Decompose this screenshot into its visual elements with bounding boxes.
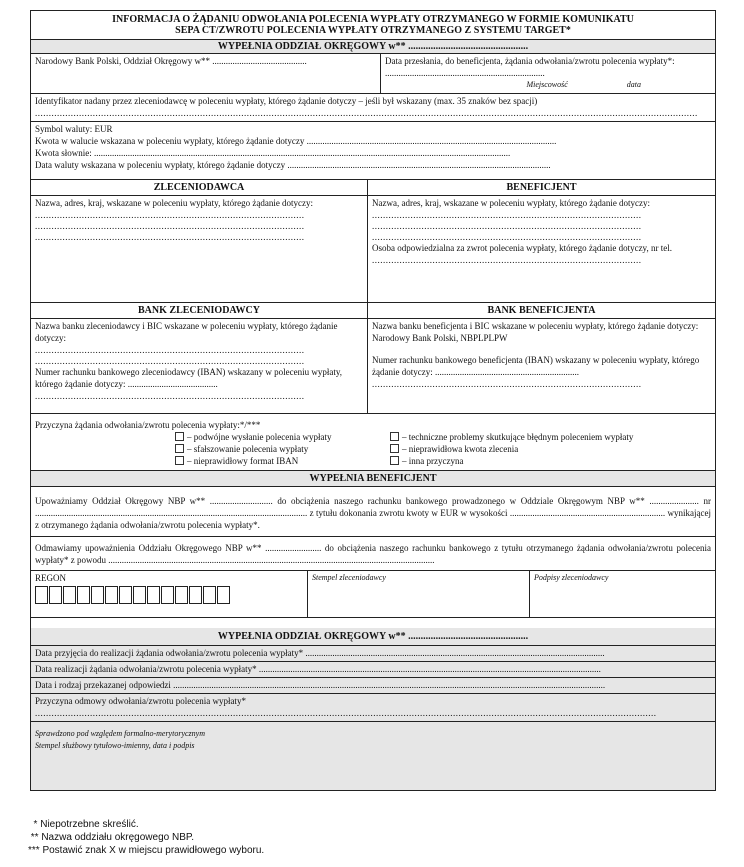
refusal-field[interactable] (31, 694, 715, 722)
checkbox[interactable] (390, 456, 399, 465)
parties-row (31, 180, 715, 303)
zleceniodawca-label: Nazwa, adres, kraj, wskazane w poleceniu wypłaty, którego żądanie dotyczy: (35, 198, 314, 208)
section-branch2-heading: WYPEŁNIA ODDZIAŁ OKRĘGOWY w** ................................................ (31, 618, 715, 646)
bank-beneficjenta-label: Nazwa banku beneficjenta i BIC wskazane w poleceniu wypłaty, którego żądanie dotyczy: Narodowy Bank Polski, NBPLPLPW (372, 321, 699, 343)
bank-zleceniodawcy-heading: BANK ZLECENIODAWCY (31, 303, 367, 319)
dots-line: .................................................................................................. (35, 232, 305, 242)
reason-block (31, 414, 715, 471)
bank-zleceniodawcy-field[interactable] (31, 319, 367, 413)
authorize-statement[interactable]: Upoważniamy Oddział Okręgowy NBP w** ............................ do obciążenia naszego rachunku bankowego prowadzonego w Oddziale Okręgowym NBP w** ...................... nr ......................................................................................................................... z tytułu dokonania zwrotu kwoty w EUR w wysokości ..................................................................... wynikającej z otrzymanego żądania odwołania/zwrotu polecenia wypłaty*. (31, 487, 715, 537)
reason-option-technical[interactable] (390, 431, 633, 443)
beneficjent-field[interactable] (368, 196, 715, 302)
beneficjent-label: Nazwa, adres, kraj, wskazane w poleceniu wypłaty, którego żądanie dotyczy: (372, 198, 651, 208)
footnotes (28, 818, 264, 857)
banks-row (31, 303, 715, 414)
form-title-line2: SEPA CT/ZWROTU POLECENIA WYPŁATY OTRZYMANEGO Z SYSTEMU TARGET* (175, 25, 571, 36)
bank-beneficjenta-field[interactable] (368, 319, 715, 413)
stamp-area[interactable]: Stempel zleceniodawcy (307, 571, 529, 617)
reason-option-forgery[interactable] (175, 443, 390, 455)
identifier-dots: ................................................................................................................................................................................................................................................. (35, 108, 698, 118)
date-sent-label: Data przesłania, do beneficjenta, żądania odwołania/zwrotu polecenia wypłaty*: ....................................................................... (385, 56, 675, 78)
checkbox[interactable] (175, 432, 184, 441)
date-hint: data (626, 80, 641, 89)
dots-line: .................................................................................................. (35, 356, 305, 366)
identifier-field[interactable] (31, 94, 715, 122)
exec-date-field[interactable]: Data realizacji żądania odwołania/zwrotu polecenia wypłaty* ........................................................................................................................................................ (31, 662, 715, 678)
value-date-field[interactable]: Data waluty wskazana w poleceniu wypłaty, którego żądanie dotyczy ..................................................................................................................... (35, 160, 551, 170)
bank-beneficjenta-col (367, 303, 715, 413)
dots-line: .................................................................................................. (372, 255, 642, 265)
accept-date-field[interactable]: Data przyjęcia do realizacji żądania odwołania/zwrotu polecenia wypłaty* ..................................................................................................................................... (31, 646, 715, 662)
regon-cell[interactable] (147, 586, 160, 604)
bank-beneficjenta-heading: BANK BENEFICJENTA (368, 303, 715, 319)
iban-beneficjenta-label: Numer rachunku bankowego beneficjenta (IBAN) wskazany w poleceniu wypłaty, którego żądanie dotyczy: ................................................................ (372, 355, 700, 377)
branch-row (31, 54, 715, 94)
verification-line2: Stempel służbowy tytułowo-imienny, data i podpis (35, 741, 195, 750)
reason-option-iban[interactable] (175, 455, 390, 467)
bank-zleceniodawcy-label: Nazwa banku zleceniodawcy i BIC wskazane w poleceniu wypłaty, którego żądanie dotyczy: (35, 321, 338, 343)
regon-cell[interactable] (119, 586, 132, 604)
checkbox[interactable] (390, 432, 399, 441)
footnote: ** Nazwa oddziału okręgowego NBP. (28, 832, 195, 843)
section-branch-heading: WYPEŁNIA ODDZIAŁ OKRĘGOWY w** ................................................ (31, 40, 715, 54)
currency-symbol: Symbol waluty: EUR (35, 124, 113, 134)
reason-options (175, 431, 711, 467)
refund-request-form (30, 10, 716, 791)
reason-option-label: – podwójne wysłanie polecenia wypłaty (187, 432, 332, 442)
regon-cell[interactable] (217, 586, 230, 604)
dots-line: .................................................................................................. (372, 210, 642, 220)
place-hint: Miejscowość (526, 80, 568, 89)
beneficjent-col (367, 180, 715, 302)
regon-cell[interactable] (49, 586, 62, 604)
response-field[interactable]: Data i rodzaj przekazanej odpowiedzi ................................................................................................................................................................................................ (31, 678, 715, 694)
bank-zleceniodawcy-col (31, 303, 367, 413)
footnote: *** Postawić znak X w miejscu prawidłowego wyboru. (28, 845, 265, 856)
amount-words-field[interactable]: Kwota słownie: ......................................................................................................................................................................................... (35, 148, 511, 158)
dots-line: .................................................................................................................................................................................................................................. (35, 708, 657, 718)
regon-cell[interactable] (63, 586, 76, 604)
reason-option-label: – techniczne problemy skutkujące błędnym poleceniem wypłaty (402, 432, 634, 442)
zleceniodawca-field[interactable] (31, 196, 367, 302)
checkbox[interactable] (390, 444, 399, 453)
regon-cell[interactable] (175, 586, 188, 604)
reason-option-duplicate[interactable] (175, 431, 390, 443)
signatures-area[interactable]: Podpisy zleceniodawcy (529, 571, 715, 617)
signature-row (31, 571, 715, 618)
date-sent-hints (385, 79, 711, 91)
dots-line: .................................................................................................. (372, 379, 642, 389)
amount-field[interactable]: Kwota w walucie wskazana w poleceniu wypłaty, którego żądanie dotyczy ............................................................................................................... (35, 136, 557, 146)
regon-cells[interactable] (35, 586, 303, 604)
contact-person-label: Osoba odpowiedzialna za zwrot polecenia wypłaty, którego żądanie dotyczy, nr tel. (372, 243, 672, 253)
reason-option-label: – sfałszowanie polecenia wypłaty (187, 444, 309, 454)
form-title-line1: INFORMACJA O ŻĄDANIU ODWOŁANIA POLECENIA WYPŁATY OTRZYMANEGO W FORMIE KOMUNIKATU (112, 14, 634, 25)
dots-line: .................................................................................................. (35, 221, 305, 231)
section-beneficiary-heading: WYPEŁNIA BENEFICJENT (31, 471, 715, 487)
refuse-statement[interactable]: Odmawiamy upoważnienia Oddziału Okręgowego NBP w** ......................... do obciążenia naszego rachunku bankowego z tytułu otrzymanego żądania odwołania/zwrotu polecenia wypłaty* z powodu ................................................................................................................................................. (31, 537, 715, 571)
identifier-label: Identyfikator nadany przez zleceniodawcę w poleceniu wypłaty, którego żądanie dotyczy – jeśli był wskazany (max. 35 znaków bez spacji) (35, 96, 538, 106)
regon-cell[interactable] (133, 586, 146, 604)
beneficjent-heading: BENEFICJENT (368, 180, 715, 196)
regon-cell[interactable] (77, 586, 90, 604)
verification-area[interactable] (31, 722, 715, 790)
regon-cell[interactable] (91, 586, 104, 604)
reason-option-amount[interactable] (390, 443, 633, 455)
footnote: * Niepotrzebne skreślić. (28, 819, 139, 830)
regon-cell[interactable] (161, 586, 174, 604)
checkbox[interactable] (175, 456, 184, 465)
iban-zleceniodawcy-label: Numer rachunku bankowego zleceniodawcy (IBAN) wskazany w poleceniu wypłaty, którego żądanie dotyczy: ........................................ (35, 367, 343, 389)
currency-block (31, 122, 715, 180)
dots-line: .................................................................................................. (372, 221, 642, 231)
regon-field[interactable] (31, 571, 307, 617)
reason-option-label: – nieprawidłowa kwota zlecenia (402, 444, 519, 454)
date-sent-field[interactable] (380, 54, 715, 93)
reason-option-label: – nieprawidłowy format IBAN (187, 456, 299, 466)
reason-label: Przyczyna żądania odwołania/zwrotu polecenia wypłaty:*/*** (35, 420, 261, 430)
dots-line: .................................................................................................. (35, 210, 305, 220)
checkbox[interactable] (175, 444, 184, 453)
regon-cell[interactable] (35, 586, 48, 604)
regon-label: REGON (35, 573, 66, 583)
refusal-label: Przyczyna odmowy odwołania/zwrotu polecenia wypłaty* (35, 696, 246, 706)
regon-cell[interactable] (189, 586, 202, 604)
zleceniodawca-heading: ZLECENIODAWCA (31, 180, 367, 196)
regon-cell[interactable] (105, 586, 118, 604)
regon-cell[interactable] (203, 586, 216, 604)
form-title (31, 11, 715, 40)
reason-option-other[interactable] (390, 455, 633, 467)
reason-option-label: – inna przyczyna (402, 456, 464, 466)
dots-line: .................................................................................................. (35, 345, 305, 355)
dots-line: .................................................................................................. (372, 232, 642, 242)
verification-line1: Sprawdzono pod względem formalno-merytorycznym (35, 729, 205, 738)
dots-line: .................................................................................................. (35, 391, 305, 401)
nbp-branch-field[interactable]: Narodowy Bank Polski, Oddział Okręgowy w** .......................................... (35, 56, 307, 66)
zleceniodawca-col (31, 180, 367, 302)
